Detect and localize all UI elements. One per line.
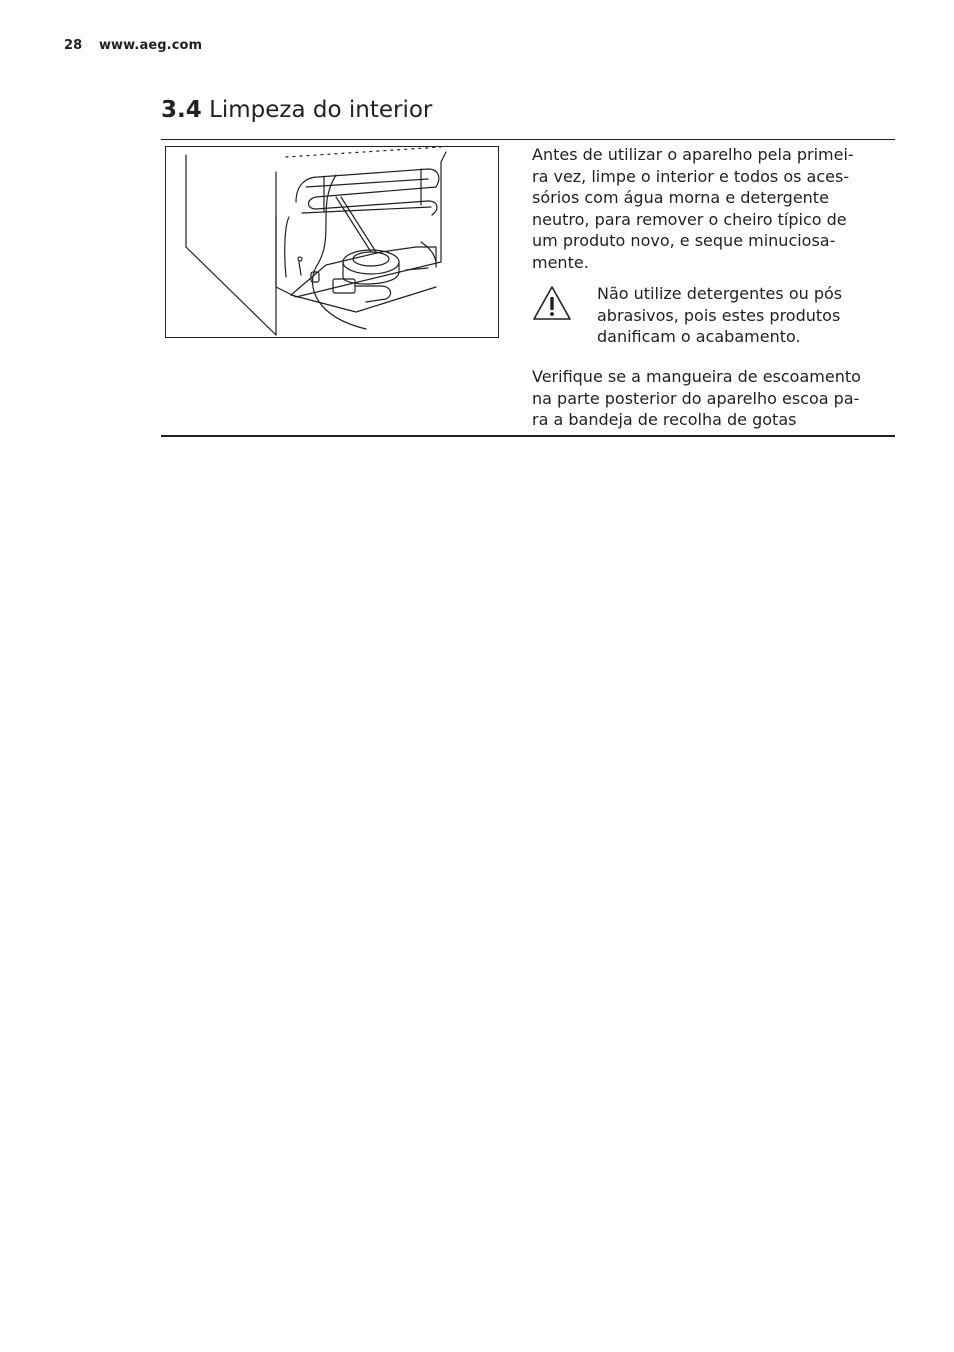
bottom-rule xyxy=(161,435,895,437)
text-line: neutro, para remover o cheiro típico de xyxy=(532,209,847,229)
text-line: um produto novo, e seque minuciosa- xyxy=(532,231,836,250)
page-header xyxy=(64,38,202,53)
text-line: Verifique se a mangueira de escoamento xyxy=(532,367,861,386)
figure-refrigerator-drain xyxy=(165,146,499,338)
text-line: Antes de utilizar o aparelho pela primei- xyxy=(532,145,854,164)
page-number: 28 xyxy=(64,38,83,53)
top-rule xyxy=(161,139,895,140)
drain-paragraph xyxy=(532,366,892,431)
text-line: ra vez, limpe o interior e todos os aces- xyxy=(532,166,850,186)
warning-text xyxy=(597,283,887,348)
warning-triangle-icon xyxy=(532,285,572,321)
section-title xyxy=(161,94,432,126)
text-line: Não utilize detergentes ou pós xyxy=(597,284,843,303)
text-line: na parte posterior do aparelho escoa pa- xyxy=(532,388,860,408)
text-line: sórios com água morna e detergente xyxy=(532,188,829,207)
section-title-text: Limpeza do interior xyxy=(209,97,433,123)
text-line: ra a bandeja de recolha de gotas xyxy=(532,410,797,429)
text-line: danificam o acabamento. xyxy=(597,327,801,346)
section-number: 3.4 xyxy=(161,97,202,123)
intro-paragraph xyxy=(532,144,892,273)
text-line: mente. xyxy=(532,252,589,272)
refrigerator-back-drain-illustration xyxy=(166,147,498,337)
website-link[interactable]: www.aeg.com xyxy=(98,38,203,53)
text-line: abrasivos, pois estes produtos xyxy=(597,305,841,325)
